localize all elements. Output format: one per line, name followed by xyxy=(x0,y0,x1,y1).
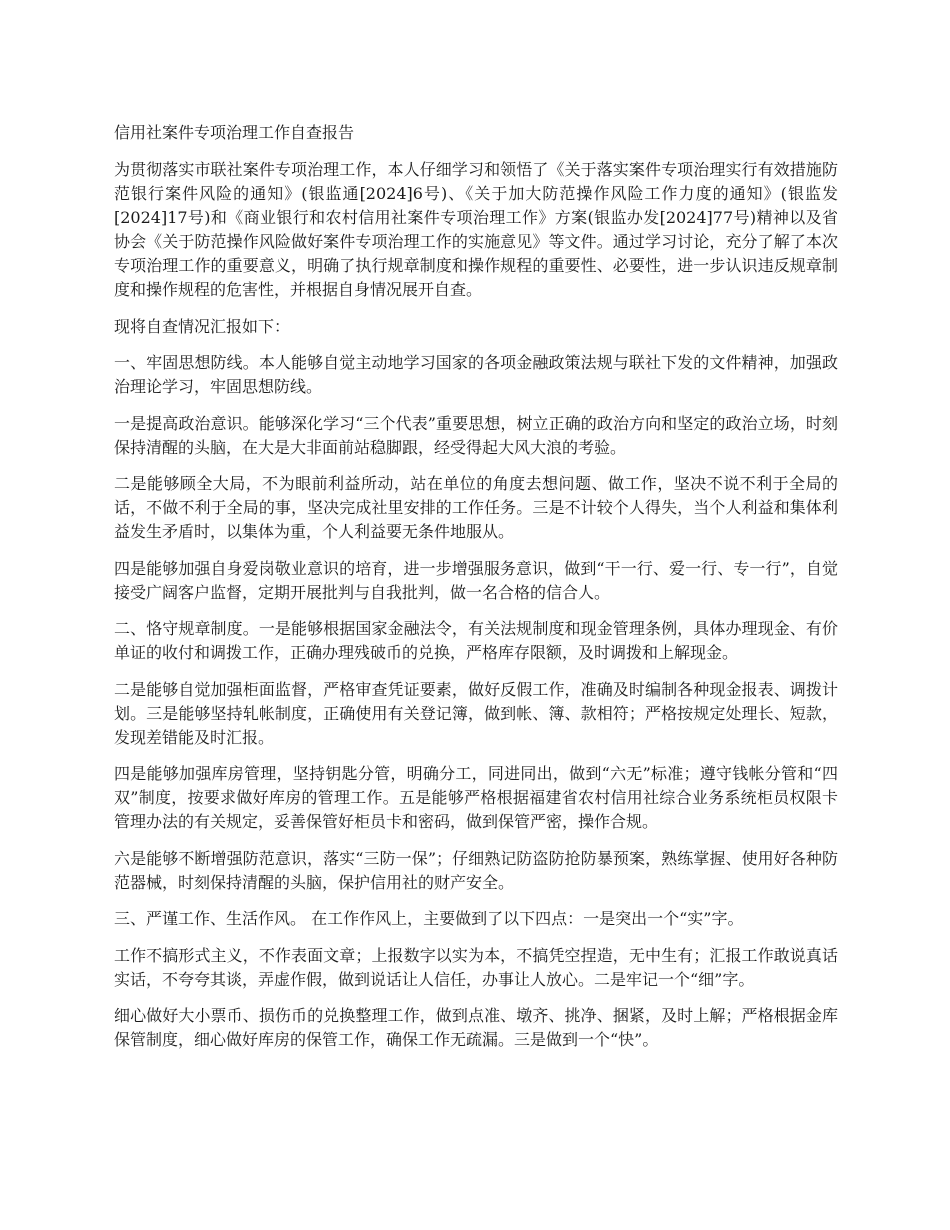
paragraph-prevention: 六是能够不断增强防范意识，落实“三防一保”；仔细熟记防盗防抢防暴预案，熟练掌握、使用好各种防范器械，时刻保持清醒的头脑，保护信用社的财产安全。 xyxy=(114,848,838,892)
paragraph-counter-supervision: 二是能够自觉加强柜面监督，严格审查凭证要素，做好反假工作，准确及时编制各种现金报表、调拨计划。三是能够坚持轧帐制度，正确使用有关登记簿，做到帐、簿、款相符；严格按规定处理长、短款，发现差错能及时汇报。 xyxy=(114,679,838,747)
document-page xyxy=(114,121,838,1065)
document-title: 信用社案件专项治理工作自查报告 xyxy=(114,123,355,142)
paragraph-section-1: 一、牢固思想防线。本人能够自觉主动地学习国家的各项金融政策法规与联社下发的文件精神，加强政治理论学习，牢固思想防线。 xyxy=(114,353,838,396)
paragraph-dedication: 四是能够加强自身爱岗敬业意识的培育，进一步增强服务意识，做到“干一行、爱一行、专一行”，自觉接受广阔客户监督，定期开展批判与自我批判，做一名合格的信合人。 xyxy=(114,558,838,602)
paragraph-political-awareness: 一是提高政治意识。能够深化学习“三个代表”重要思想，树立正确的政治方向和坚定的政治立场，时刻保持清醒的头脑，在大是大非面前站稳脚跟，经受得起大风大浪的考验。 xyxy=(114,413,838,457)
paragraph-intro: 为贯彻落实市联社案件专项治理工作，本人仔细学习和领悟了《关于落实案件专项治理实行有效措施防范银行案件风险的通知》(银监通[2024]6号)、《关于加大防范操作风险工作力度的通知》(银监发[2024]17号)和《商业银行和农村信用社案件专项治理工作》方案(银监办发[2024]77号)精神以及省协会《关于防范操作风险做好案件专项治理工作的实施意见》等文件。通过学习讨论，充分了解了本次专项治理工作的重要意义，明确了执行规章制度和操作规程的重要性、必要性，进一步认识违反规章制度和操作规程的危害性，并根据自身情况展开自查。 xyxy=(114,160,838,299)
paragraph-vault-management: 四是能够加强库房管理，坚持钥匙分管，明确分工，同进同出，做到“六无”标准；遵守钱帐分管和“四双”制度，按要求做好库房的管理工作。五是能够严格根据福建省农村信用社综合业务系统柜员权限卡管理办法的有关规定，妥善保管好柜员卡和密码，做到保管严密，操作合规。 xyxy=(114,764,838,831)
paragraph-report-lead: 现将自查情况汇报如下： xyxy=(114,316,291,336)
paragraph-section-2: 二、恪守规章制度。一是能够根据国家金融法令，有关法规制度和现金管理条例，具体办理现金、有价单证的收付和调拨工作，正确办理残破币的兑换，严格库存限额，及时调拨和上解现金。 xyxy=(114,619,838,662)
paragraph-section-3: 三、严谨工作、生活作风。 在工作作风上，主要做到了以下四点：一是突出一个“实”字。 xyxy=(114,909,744,928)
paragraph-practical: 工作不搞形式主义，不作表面文章；上报数字以实为本，不搞凭空捏造，无中生有；汇报工作敢说真话实话，不夸夸其谈，弄虚作假，做到说话让人信任，办事让人放心。二是牢记一个“细”字。 xyxy=(114,945,838,989)
paragraph-careful: 细心做好大小票币、损伤币的兑换整理工作，做到点准、墩齐、挑净、捆紧，及时上解；严格根据金库保管制度，细心做好库房的保管工作，确保工作无疏漏。三是做到一个“快”。 xyxy=(114,1006,838,1049)
paragraph-overall-situation: 二是能够顾全大局，不为眼前利益所动，站在单位的角度去想问题、做工作，坚决不说不利于全局的话，不做不利于全局的事，坚决完成社里安排的工作任务。三是不计较个人得失，当个人利益和集体利益发生矛盾时，以集体为重，个人利益要无条件地服从。 xyxy=(114,474,838,541)
